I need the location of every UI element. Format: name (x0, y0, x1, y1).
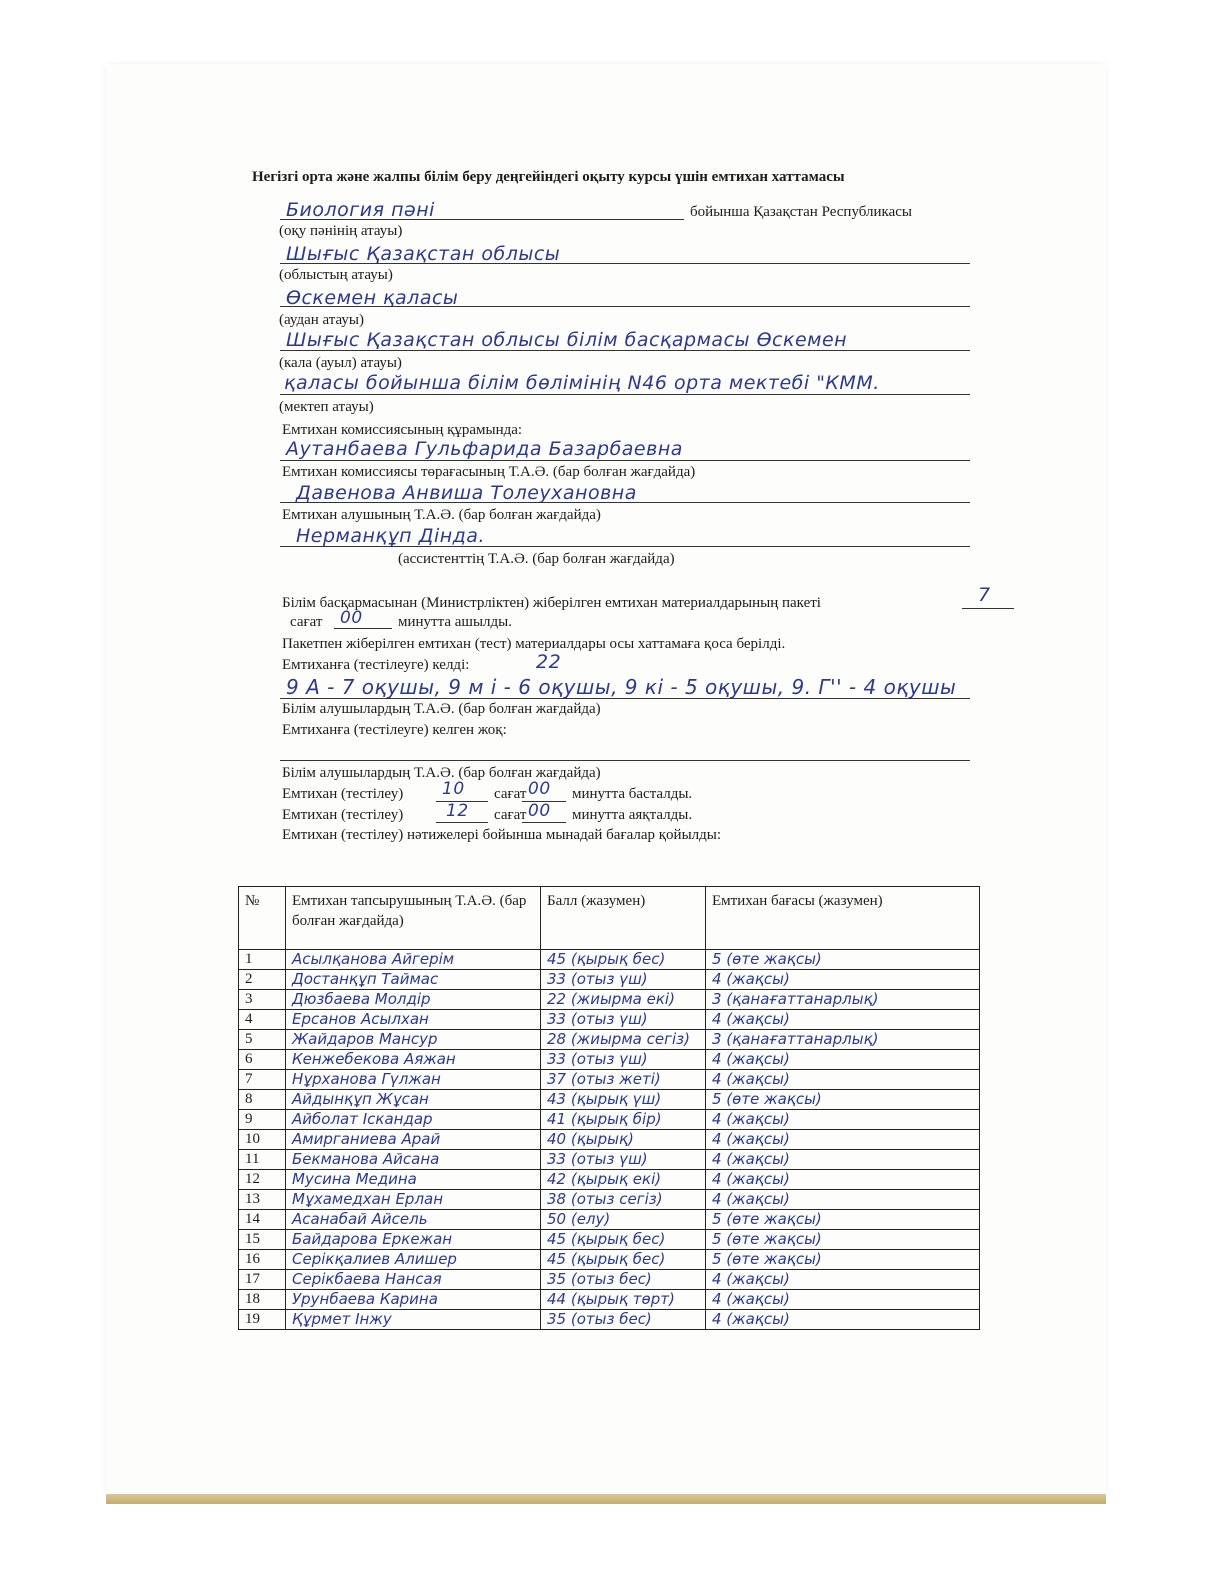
assistant-label: (ассистенттің Т.А.Ә. (бар болған жағдайда) (398, 551, 675, 567)
end-hour-line (436, 822, 488, 823)
score-value: 41 (қырық бір) (541, 1110, 706, 1130)
score-value: 28 (жиырма сегіз) (541, 1030, 706, 1050)
subject-suffix: бойынша Қазақстан Республикасы (690, 204, 912, 220)
school-value: қаласы бойынша білім бөлімінің N46 орта мектебі "КММ. (284, 372, 880, 394)
subject-value: Биология пәні (286, 199, 435, 221)
table-row (239, 1110, 980, 1130)
score-value: 35 (отыз бес) (541, 1310, 706, 1330)
row-number: 13 (239, 1190, 286, 1210)
grade-value: 5 (өте жақсы) (706, 950, 980, 970)
score-value: 33 (отыз үш) (541, 970, 706, 990)
examiner-line (280, 502, 970, 503)
table-body (239, 950, 980, 1330)
grade-value: 3 (қанағаттанарлық) (706, 1030, 980, 1050)
table-row (239, 970, 980, 990)
table-row (239, 1130, 980, 1150)
grade-value: 4 (жақсы) (706, 1070, 980, 1090)
chair-name: Аутанбаева Гульфарида Базарбаевна (286, 438, 683, 460)
table-row (239, 1030, 980, 1050)
came-count: 22 (536, 651, 562, 673)
absent-label: Емтиханға (тестілеуге) келген жоқ: (282, 722, 507, 738)
region-value: Шығыс Қазақстан облысы (286, 243, 561, 265)
table-row (239, 1290, 980, 1310)
package-minute-line (334, 628, 392, 629)
table-row (239, 1310, 980, 1330)
score-value: 33 (отыз үш) (541, 1150, 706, 1170)
package-hour-line (962, 608, 1014, 609)
grade-value: 4 (жақсы) (706, 1010, 980, 1030)
end-minute-line (522, 822, 566, 823)
table-row (239, 1010, 980, 1030)
start-prefix: Емтихан (тестілеу) (282, 786, 404, 802)
grade-value: 4 (жақсы) (706, 1050, 980, 1070)
district-value: Өскемен қаласы (286, 287, 459, 309)
package-hour-label: сағат (290, 614, 323, 630)
row-number: 4 (239, 1010, 286, 1030)
grade-value: 4 (жақсы) (706, 1110, 980, 1130)
came-line (280, 698, 970, 699)
student-name: Кенжебекова Аяжан (286, 1050, 541, 1070)
table-row (239, 1170, 980, 1190)
row-number: 15 (239, 1230, 286, 1250)
table-row (239, 950, 980, 970)
city-value: Шығыс Қазақстан облысы білім басқармасы Өскемен (286, 329, 848, 351)
student-name: Асанабай Айсель (286, 1210, 541, 1230)
row-number: 6 (239, 1050, 286, 1070)
end-suffix: минутта аяқталды. (572, 807, 693, 823)
row-number: 7 (239, 1070, 286, 1090)
grade-value: 4 (жақсы) (706, 1190, 980, 1210)
region-line (280, 263, 970, 264)
grade-value: 4 (жақсы) (706, 1290, 980, 1310)
score-value: 44 (қырық төрт) (541, 1290, 706, 1310)
header-name: Емтихан тапсырушының Т.А.Ә. (бар болған жағдайда) (286, 887, 541, 950)
came-label: Емтиханға (тестілеуге) келді: (282, 657, 470, 673)
row-number: 16 (239, 1250, 286, 1270)
package-line: Білім басқармасынан (Министрліктен) жіберілген емтихан материалдарының пакеті (282, 595, 821, 611)
score-value: 45 (қырық бес) (541, 1250, 706, 1270)
student-name: Айдынқұп Жұсан (286, 1090, 541, 1110)
grade-value: 4 (жақсы) (706, 970, 980, 990)
table-row (239, 1230, 980, 1250)
student-name: Ерсанов Асылхан (286, 1010, 541, 1030)
results-table (238, 886, 980, 1330)
city-label: (кала (ауыл) атауы) (279, 355, 402, 371)
start-minute: 00 (528, 779, 551, 799)
end-prefix: Емтихан (тестілеу) (282, 807, 404, 823)
district-label: (аудан атауы) (279, 312, 364, 328)
school-label: (мектеп атауы) (279, 399, 374, 415)
student-name: Байдарова Еркежан (286, 1230, 541, 1250)
student-name: Дюзбаева Молдір (286, 990, 541, 1010)
start-hour: 10 (442, 779, 465, 799)
grade-value: 4 (жақсы) (706, 1310, 980, 1330)
score-value: 42 (қырық екі) (541, 1170, 706, 1190)
student-name: Жайдаров Мансур (286, 1030, 541, 1050)
row-number: 12 (239, 1170, 286, 1190)
end-hour: 12 (446, 801, 469, 821)
subject-label: (оқу пәнінің атауы) (279, 223, 403, 239)
page-edge (106, 1494, 1106, 1504)
grade-value: 5 (өте жақсы) (706, 1210, 980, 1230)
header-number: № (239, 887, 286, 950)
student-name: Урунбаева Карина (286, 1290, 541, 1310)
score-value: 35 (отыз бес) (541, 1270, 706, 1290)
results-line: Емтихан (тестілеу) нәтижелері бойынша мынадай бағалар қойылды: (282, 827, 722, 843)
student-name: Асылқанова Айгерім (286, 950, 541, 970)
examiner-label: Емтихан алушының Т.А.Ә. (бар болған жағдайда) (282, 507, 601, 523)
row-number: 17 (239, 1270, 286, 1290)
row-number: 2 (239, 970, 286, 990)
students-label: Білім алушылардың Т.А.Ә. (бар болған жағдайда) (282, 701, 601, 717)
subject-line (280, 219, 684, 220)
row-number: 19 (239, 1310, 286, 1330)
student-name: Достанқұп Таймас (286, 970, 541, 990)
document-title: Негізгі орта және жалпы білім беру деңгейіндегі оқыту курсы үшін емтихан хаттамасы (252, 169, 845, 185)
student-name: Құрмет Інжу (286, 1310, 541, 1330)
table-row (239, 1070, 980, 1090)
grade-value: 5 (өте жақсы) (706, 1250, 980, 1270)
table-row (239, 1270, 980, 1290)
score-value: 50 (елу) (541, 1210, 706, 1230)
row-number: 18 (239, 1290, 286, 1310)
start-suffix: минутта басталды. (572, 786, 693, 802)
row-number: 1 (239, 950, 286, 970)
table-row (239, 1210, 980, 1230)
table-row (239, 1190, 980, 1210)
table-row (239, 1090, 980, 1110)
score-value: 22 (жиырма екі) (541, 990, 706, 1010)
header-grade: Емтихан бағасы (жазумен) (706, 887, 980, 950)
row-number: 10 (239, 1130, 286, 1150)
city-line (280, 350, 970, 351)
end-hour-label: сағат (494, 807, 527, 823)
commission-intro: Емтихан комиссиясының құрамында: (282, 422, 523, 438)
grade-value: 5 (өте жақсы) (706, 1090, 980, 1110)
grade-value: 3 (қанағаттанарлық) (706, 990, 980, 1010)
student-name: Мусина Медина (286, 1170, 541, 1190)
package-hour: 7 (978, 584, 991, 606)
package-minute-label: минутта ашылды. (398, 614, 512, 630)
header-score: Балл (жазумен) (541, 887, 706, 950)
district-line (280, 306, 970, 307)
row-number: 11 (239, 1150, 286, 1170)
table-row (239, 1250, 980, 1270)
came-details: 9 А - 7 оқушы, 9 м і - 6 оқушы, 9 кі - 5 оқушы, 9. Г'' - 4 оқушы (286, 675, 957, 699)
score-value: 37 (отыз жеті) (541, 1070, 706, 1090)
score-value: 45 (қырық бес) (541, 1230, 706, 1250)
student-name: Серікқалиев Алишер (286, 1250, 541, 1270)
student-name: Серікбаева Нансая (286, 1270, 541, 1290)
chair-line (280, 460, 970, 461)
row-number: 8 (239, 1090, 286, 1110)
row-number: 5 (239, 1030, 286, 1050)
table-header-row (239, 887, 980, 950)
student-name: Мұхамедхан Ерлан (286, 1190, 541, 1210)
start-hour-label: сағат (494, 786, 527, 802)
student-name: Бекманова Айсана (286, 1150, 541, 1170)
student-name: Нұрханова Гүлжан (286, 1070, 541, 1090)
package-minute: 00 (340, 608, 363, 628)
score-value: 33 (отыз үш) (541, 1050, 706, 1070)
score-value: 40 (қырық) (541, 1130, 706, 1150)
grade-value: 5 (өте жақсы) (706, 1230, 980, 1250)
assistant-name: Нерманқұп Дінда. (296, 525, 485, 547)
row-number: 3 (239, 990, 286, 1010)
score-value: 33 (отыз үш) (541, 1010, 706, 1030)
score-value: 38 (отыз сегіз) (541, 1190, 706, 1210)
grade-value: 4 (жақсы) (706, 1270, 980, 1290)
grade-value: 4 (жақсы) (706, 1150, 980, 1170)
row-number: 9 (239, 1110, 286, 1130)
grade-value: 4 (жақсы) (706, 1170, 980, 1190)
table-row (239, 990, 980, 1010)
row-number: 14 (239, 1210, 286, 1230)
table-row (239, 1150, 980, 1170)
student-name: Амирганиева Арай (286, 1130, 541, 1150)
student-name: Айболат Іскандар (286, 1110, 541, 1130)
chair-label: Емтихан комиссиясы төрағасының Т.А.Ә. (бар болған жағдайда) (282, 464, 696, 480)
grade-value: 4 (жақсы) (706, 1130, 980, 1150)
absent-students-label: Білім алушылардың Т.А.Ә. (бар болған жағдайда) (282, 765, 601, 781)
score-value: 45 (қырық бес) (541, 950, 706, 970)
examiner-name: Давенова Анвиша Толеухановна (296, 482, 637, 504)
end-minute: 00 (528, 801, 551, 821)
package-attached: Пакетпен жіберілген емтихан (тест) материалдары осы хаттамаға қоса берілді. (282, 636, 786, 652)
score-value: 43 (қырық үш) (541, 1090, 706, 1110)
absent-line (280, 760, 970, 761)
school-line (280, 394, 970, 395)
table-row (239, 1050, 980, 1070)
assistant-line (280, 546, 970, 547)
region-label: (облыстың атауы) (279, 267, 393, 283)
